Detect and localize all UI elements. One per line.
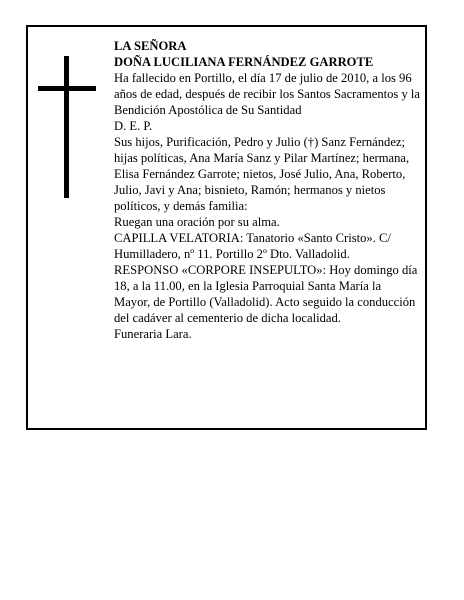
obituary-text (114, 38, 420, 342)
cross-icon (64, 56, 69, 198)
chapel-paragraph: CAPILLA VELATORIA: Tanatorio «Santo Cristo». C/ Humilladero, nº 11. Portillo 2º Dto. Valladolid. (114, 231, 391, 261)
dep-line: D. E. P. (114, 119, 153, 133)
family-paragraph: Sus hijos, Purificación, Pedro y Julio (†) Sanz Fernández; hijas políticas, Ana María Sanz y Pilar Martínez; hermana, Elisa Fernández Garrote; nietos, José Julio, Ana, Roberto, Julio, Javi y Ana; bisnieto, Ramón; hermanos y nietos políticos, y demás familia: (114, 135, 410, 213)
heading-title: LA SEÑORA (114, 39, 187, 53)
responso-paragraph: RESPONSO «CORPORE INSEPULTO»: Hoy domingo día 18, a la 11.00, en la Iglesia Parroquial Santa María la Mayor, de Portillo (Valladolid). Acto seguido la conducción del cadáver al cementerio de dicha localidad. (114, 263, 418, 325)
death-paragraph: Ha fallecido en Portillo, el día 17 de julio de 2010, a los 96 años de edad, después de recibir los Santos Sacramentos y la Bendición Apostólica de Su Santidad (114, 71, 421, 117)
deceased-name: DOÑA LUCILIANA FERNÁNDEZ GARROTE (114, 55, 374, 69)
funeral-home: Funeraria Lara. (114, 327, 192, 341)
prayer-line: Ruegan una oración por su alma. (114, 215, 280, 229)
cross-icon-bar (38, 86, 96, 91)
